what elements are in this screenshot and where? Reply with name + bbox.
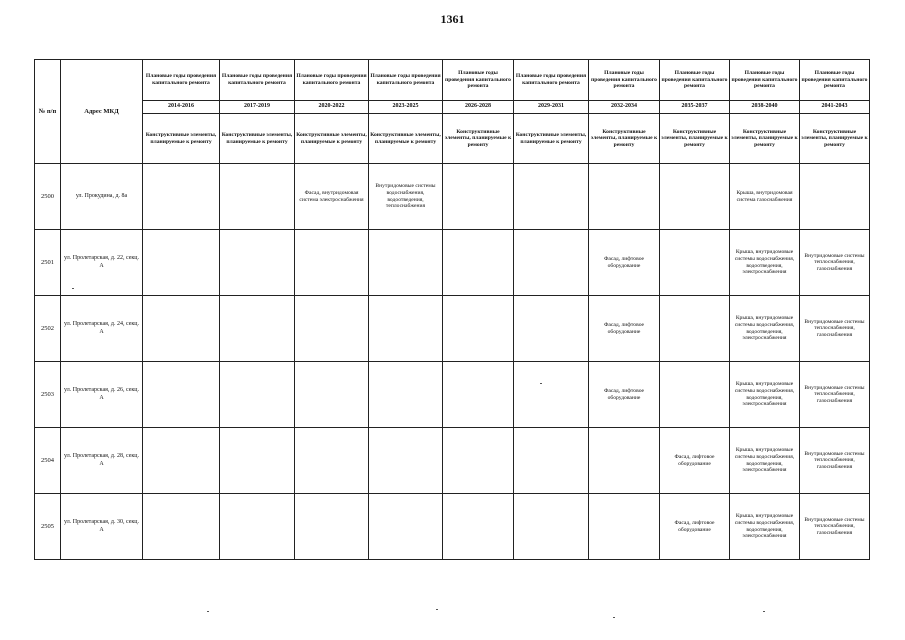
row-cell — [589, 164, 660, 230]
row-address: ул. Пролетарская, д. 30, секц. А — [61, 494, 143, 560]
row-cell: Внутридомовые системы теплоснабжения, газоснабжения — [800, 428, 870, 494]
row-cell — [369, 296, 443, 362]
row-cell — [589, 428, 660, 494]
header-elements-label: Конструктивные элементы, планируемые к ремонту — [143, 114, 220, 164]
row-cell — [295, 428, 369, 494]
row-cell: Крыша, внутридомовая система газоснабжения — [730, 164, 800, 230]
row-cell — [369, 362, 443, 428]
row-number: 2504 — [35, 428, 61, 494]
row-cell — [443, 362, 514, 428]
row-cell — [295, 494, 369, 560]
row-address: ул. Пролетарская, д. 24, секц. А — [61, 296, 143, 362]
row-cell: Фасад, лифтовое оборудование — [660, 428, 730, 494]
scan-speck — [540, 383, 542, 384]
row-address: ул. Пролетарская, д. 26, секц. А — [61, 362, 143, 428]
row-cell — [660, 362, 730, 428]
header-plan-label: Плановые годы проведения капитального ремонта — [514, 60, 589, 101]
row-cell: Фасад, лифтовое оборудование — [660, 494, 730, 560]
header-address: Адрес МКД — [61, 60, 143, 164]
row-cell: Внутридомовые системы теплоснабжения, газоснабжения — [800, 296, 870, 362]
row-cell: Крыша, внутридомовые системы водоснабжения, водоотведения, электроснабжения — [730, 362, 800, 428]
header-years: 2017-2019 — [220, 101, 295, 114]
header-row-elements — [35, 114, 870, 164]
header-plan-label: Плановые годы проведения капитального ремонта — [660, 60, 730, 101]
row-number: 2500 — [35, 164, 61, 230]
row-cell — [143, 296, 220, 362]
row-address: ул. Пролетарская, д. 28, секц. А — [61, 428, 143, 494]
table-row — [35, 494, 870, 560]
row-cell — [660, 296, 730, 362]
row-cell — [220, 494, 295, 560]
table-row — [35, 428, 870, 494]
table-row — [35, 230, 870, 296]
header-elements-label: Конструктивные элементы, планируемые к ремонту — [730, 114, 800, 164]
row-cell — [514, 296, 589, 362]
scan-speck — [613, 617, 615, 618]
row-cell — [514, 362, 589, 428]
row-address: ул. Прокудина, д. 8а — [61, 164, 143, 230]
table-row — [35, 296, 870, 362]
header-plan-label: Плановые годы проведения капитального ремонта — [589, 60, 660, 101]
header-row-plan — [35, 60, 870, 101]
row-cell — [295, 230, 369, 296]
header-years: 2029-2031 — [514, 101, 589, 114]
row-cell: Внутридомовые системы водоснабжения, водоотведения, теплоснабжения — [369, 164, 443, 230]
row-number: 2505 — [35, 494, 61, 560]
row-cell — [660, 164, 730, 230]
header-years: 2032-2034 — [589, 101, 660, 114]
header-elements-label: Конструктивные элементы, планируемые к ремонту — [220, 114, 295, 164]
header-years: 2026-2028 — [443, 101, 514, 114]
row-cell: Крыша, внутридомовые системы водоснабжения, водоотведения, электроснабжения — [730, 428, 800, 494]
row-cell — [295, 362, 369, 428]
header-plan-label: Плановые годы проведения капитального ремонта — [295, 60, 369, 101]
row-cell — [369, 494, 443, 560]
header-elements-label: Конструктивные элементы, планируемые к ремонту — [369, 114, 443, 164]
row-cell — [143, 164, 220, 230]
row-cell: Фасад, лифтовое оборудование — [589, 362, 660, 428]
row-cell: Крыша, внутридомовые системы водоснабжения, водоотведения, электроснабжения — [730, 296, 800, 362]
row-cell — [143, 230, 220, 296]
row-cell — [443, 428, 514, 494]
header-elements-label: Конструктивные элементы, планируемые к ремонту — [295, 114, 369, 164]
row-cell: Внутридомовые системы теплоснабжения, газоснабжения — [800, 362, 870, 428]
row-cell: Внутридомовые системы теплоснабжения, газоснабжения — [800, 494, 870, 560]
header-plan-label: Плановые годы проведения капитального ремонта — [800, 60, 870, 101]
header-elements-label: Конструктивные элементы, планируемые к ремонту — [514, 114, 589, 164]
capital-repair-table — [34, 59, 870, 560]
row-cell — [589, 494, 660, 560]
row-number: 2501 — [35, 230, 61, 296]
row-cell: Крыша, внутридомовые системы водоснабжения, водоотведения, электроснабжения — [730, 230, 800, 296]
row-cell — [143, 494, 220, 560]
header-row-years — [35, 101, 870, 114]
scan-speck — [207, 611, 209, 612]
scan-speck — [763, 611, 765, 612]
row-cell — [369, 428, 443, 494]
row-cell — [369, 230, 443, 296]
row-cell — [660, 230, 730, 296]
header-number: № п/п — [35, 60, 61, 164]
row-cell — [514, 230, 589, 296]
header-plan-label: Плановые годы проведения капитального ремонта — [730, 60, 800, 101]
row-cell: Фасад, лифтовое оборудование — [589, 230, 660, 296]
row-cell — [220, 362, 295, 428]
row-number: 2503 — [35, 362, 61, 428]
header-years: 2041-2043 — [800, 101, 870, 114]
header-elements-label: Конструктивные элементы, планируемые к ремонту — [443, 114, 514, 164]
row-number: 2502 — [35, 296, 61, 362]
row-cell — [443, 296, 514, 362]
scan-speck — [72, 288, 74, 289]
header-elements-label: Конструктивные элементы, планируемые к ремонту — [589, 114, 660, 164]
page-number: 1361 — [440, 12, 465, 26]
header-years: 2014-2016 — [143, 101, 220, 114]
header-plan-label: Плановые годы проведения капитального ремонта — [369, 60, 443, 101]
header-elements-label: Конструктивные элементы, планируемые к ремонту — [800, 114, 870, 164]
table-row — [35, 362, 870, 428]
row-cell — [443, 230, 514, 296]
row-cell — [443, 164, 514, 230]
header-plan-label: Плановые годы проведения капитального ремонта — [443, 60, 514, 101]
row-cell — [514, 164, 589, 230]
row-cell — [220, 296, 295, 362]
header-years: 2035-2037 — [660, 101, 730, 114]
row-cell: Внутридомовые системы теплоснабжения, газоснабжения — [800, 230, 870, 296]
header-plan-label: Плановые годы проведения капитального ремонта — [220, 60, 295, 101]
header-years: 2020-2022 — [295, 101, 369, 114]
header-years: 2023-2025 — [369, 101, 443, 114]
row-cell — [443, 494, 514, 560]
row-cell — [143, 362, 220, 428]
header-elements-label: Конструктивные элементы, планируемые к ремонту — [660, 114, 730, 164]
row-cell — [220, 428, 295, 494]
header-years: 2038-2040 — [730, 101, 800, 114]
row-cell: Крыша, внутридомовые системы водоснабжения, водоотведения, электроснабжения — [730, 494, 800, 560]
row-cell — [220, 164, 295, 230]
header-plan-label: Плановые годы проведения капитального ремонта — [143, 60, 220, 101]
row-cell — [143, 428, 220, 494]
row-cell — [514, 428, 589, 494]
row-cell: Фасад, внутридомовая система электроснабжения — [295, 164, 369, 230]
table-row — [35, 164, 870, 230]
row-cell — [220, 230, 295, 296]
row-cell — [295, 296, 369, 362]
row-address: ул. Пролетарская, д. 22, секц. А — [61, 230, 143, 296]
row-cell: Фасад, лифтовое оборудование — [589, 296, 660, 362]
row-cell — [800, 164, 870, 230]
scan-speck — [436, 609, 438, 610]
row-cell — [514, 494, 589, 560]
